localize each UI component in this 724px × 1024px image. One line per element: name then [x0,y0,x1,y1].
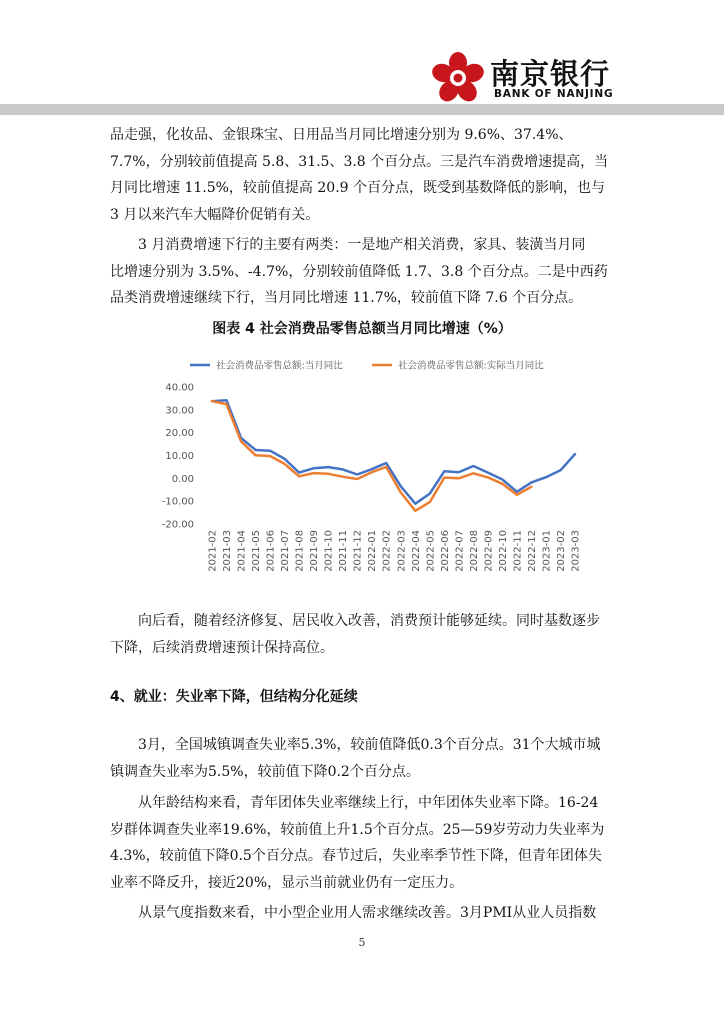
x-tick-label: 2022-06 [439,530,451,572]
x-tick-label: 2022-05 [425,530,437,572]
text-line: 下降，后续消费增速预计保持高位。 [110,639,334,656]
paragraph-unemployment-rate [110,732,620,785]
text-line: 月同比增速 11.5%，较前值提高 20.9 个百分点，既受到基数降低的影响，也与 [110,180,605,196]
chart-legend [190,360,544,372]
y-tick-label: -10.00 [161,496,194,508]
x-tick-label: 2021-03 [222,530,234,572]
y-tick-label: 0.00 [171,473,194,485]
x-tick-label: 2021-05 [251,530,263,572]
retail-sales-line-chart [150,345,580,585]
text-line: 品走强，化妆品、金银珠宝、日用品当月同比增速分别为 9.6%、37.4%、 [110,127,573,143]
x-tick-label: 2021-08 [294,530,306,572]
text-line: 岁群体调查失业率19.6%，较前值上升1.5个百分点。25—59岁劳动力失业率为 [110,821,605,838]
x-tick-label: 2021-12 [352,530,364,572]
x-tick-label: 2021-09 [309,530,321,572]
text-line: 向后看，随着经济修复、居民收入改善，消费预计能够延续。同时基数逐步 [138,613,600,629]
legend-label: 社会消费品零售总额:实际当月同比 [398,360,544,372]
logo-text-english: BANK OF NANJING [494,88,614,100]
x-tick-label: 2023-01 [541,530,553,572]
y-tick-label: -20.00 [161,519,194,531]
x-tick-label: 2021-11 [338,530,350,572]
x-tick-label: 2022-03 [396,530,408,572]
figure-title: 图表 4 社会消费品零售总额当月同比增速（%） [212,321,512,337]
x-tick-label: 2022-11 [512,530,524,572]
x-tick-label: 2022-09 [483,530,495,572]
y-tick-label: 40.00 [165,382,194,394]
x-tick-label: 2021-04 [236,530,248,572]
text-line: 3 月以来汽车大幅降价促销有关。 [110,206,320,223]
text-line: 3月，全国城镇调查失业率5.3%，较前值降低0.3个百分点。31个大城市城 [138,737,601,753]
x-axis [208,530,582,572]
series-line [212,401,531,511]
text-line: 从年龄结构来看，青年团体失业率继续上行，中年团体失业率下降。16-24 [138,795,599,811]
x-tick-label: 2022-12 [526,530,538,572]
header-divider-bar [0,104,724,115]
paragraph-outlook [110,608,620,661]
logo-text-chinese: 南京银行 [490,57,611,91]
x-tick-label: 2022-02 [381,530,393,572]
x-tick-label: 2023-02 [555,530,567,572]
legend-label: 社会消费品零售总额:当月同比 [216,360,343,372]
page-number: 5 [358,936,366,949]
text-line: 镇调查失业率为5.5%，较前值下降0.2个百分点。 [110,763,420,780]
x-tick-label: 2022-10 [497,530,509,572]
text-line: 7.7%，分别较前值提高 5.8、31.5、3.8 个百分点。三是汽车消费增速提高，当 [110,153,609,170]
y-axis [162,383,194,531]
section-heading-employment: 4、就业：失业率下降，但结构分化延续 [110,689,358,705]
x-tick-label: 2021-10 [323,530,335,572]
series-line [212,400,575,504]
x-tick-label: 2023-03 [570,530,582,572]
bank-flower-logo-icon [430,50,486,106]
y-tick-label: 30.00 [165,405,194,417]
paragraph-consumer-goods [110,122,620,228]
x-tick-label: 2021-07 [280,530,292,572]
x-tick-label: 2022-08 [468,530,480,572]
text-line: 4.3%，较前值下降0.5个百分点。春节过后，失业率季节性下降，但青年团体失 [110,848,602,864]
paragraph-pmi [110,900,620,927]
x-tick-label: 2022-07 [454,530,466,572]
paragraph-age-structure [110,790,620,896]
bank-logo [430,50,620,106]
text-line: 从景气度指数来看，中小型企业用人需求继续改善。3月PMI从业人员指数 [138,905,597,921]
y-tick-label: 10.00 [165,451,194,462]
text-line: 品类消费增速继续下行，当月同比增速 11.7%，较前值下降 7.6 个百分点。 [110,290,583,306]
text-line: 比增速分别为 3.5%、-4.7%，分别较前值降低 1.7、3.8 个百分点。二是中西药 [110,263,608,280]
chart-series [212,400,575,511]
text-line: 业率不降反升，接近20%，显示当前就业仍有一定压力。 [110,874,464,891]
paragraph-consumption-decline [110,232,620,312]
y-tick-label: 20.00 [165,428,194,440]
x-tick-label: 2021-02 [207,530,219,572]
x-tick-label: 2022-04 [410,530,422,572]
text-line: 3 月消费增速下行的主要有两类：一是地产相关消费，家具、装潢当月同 [138,237,586,253]
x-tick-label: 2021-06 [265,530,277,572]
x-tick-label: 2022-01 [367,530,379,572]
